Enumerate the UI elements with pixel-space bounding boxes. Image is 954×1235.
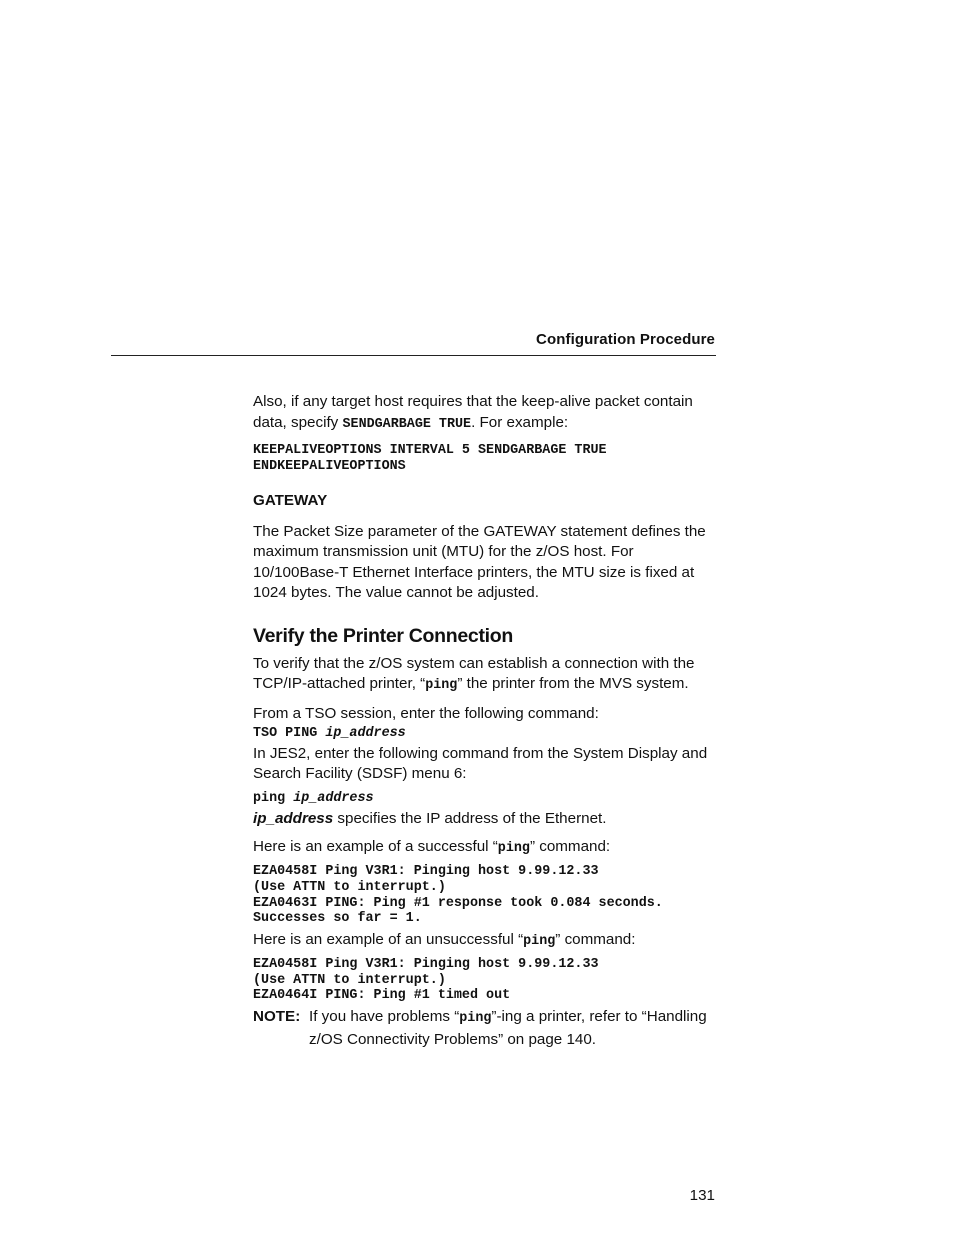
- fail-output-block: [253, 957, 721, 1004]
- code-line: EZA0463I PING: Ping #1 response took 0.084 seconds.: [253, 895, 663, 911]
- running-header-title: Configuration Procedure: [536, 331, 715, 348]
- code-line: ENDKEEPALIVEOPTIONS: [253, 458, 406, 474]
- success-text-1: Here is an example of a successful “: [253, 837, 498, 855]
- gateway-paragraph: The Packet Size parameter of the GATEWAY statement defines the maximum transmission unit (MTU) for the z/OS host. For 10/100Base-T Ethernet Interface printers, the MTU size is fixed at 1024 bytes. The value cannot be adjusted.: [253, 522, 706, 602]
- ping-command: [253, 791, 721, 807]
- intro-paragraph: [253, 392, 721, 435]
- page-number: 131: [689, 1187, 715, 1204]
- tso-cmd-text: TSO PING: [253, 726, 326, 742]
- gateway-heading: GATEWAY: [253, 492, 328, 510]
- param-description: [253, 809, 721, 830]
- code-line: KEEPALIVEOPTIONS INTERVAL 5 SENDGARBAGE TRUE: [253, 443, 607, 458]
- note-block: [253, 1007, 721, 1050]
- tso-instruction: From a TSO session, enter the following command:: [253, 704, 599, 722]
- header-rule: [111, 355, 716, 356]
- section-heading: Verify the Printer Connection: [253, 624, 514, 647]
- success-code: ping: [497, 840, 530, 856]
- fail-code: ping: [523, 933, 556, 949]
- verify-text-1: To verify that the z/OS system can establish a connection with the TCP/IP-attached printer, “: [253, 654, 695, 693]
- verify-paragraph: [253, 654, 721, 697]
- intro-text-2: . For example:: [471, 413, 569, 431]
- note-code: ping: [459, 1011, 492, 1027]
- ping-cmd-arg: ip_address: [293, 790, 374, 806]
- fail-text-2: ” command:: [555, 930, 636, 948]
- code-line: EZA0458I Ping V3R1: Pinging host 9.99.12.33: [253, 864, 599, 880]
- note-text: [309, 1007, 721, 1050]
- verify-text-2: ” the printer from the MVS system.: [457, 675, 689, 693]
- success-output-block: [253, 864, 721, 926]
- fail-text-1: Here is an example of an unsuccessful “: [253, 930, 524, 948]
- code-line: EZA0458I Ping V3R1: Pinging host 9.99.12.33: [253, 957, 599, 973]
- tso-cmd-arg: ip_address: [325, 726, 406, 742]
- param-name: ip_address: [253, 810, 334, 828]
- note-label: NOTE:: [253, 1008, 301, 1026]
- keepalive-code-block: [253, 443, 721, 474]
- intro-code: SENDGARBAGE TRUE: [342, 416, 472, 432]
- success-text-2: ” command:: [529, 837, 611, 855]
- note-text-1: If you have problems “: [309, 1008, 460, 1026]
- code-line: (Use ATTN to interrupt.): [253, 972, 446, 988]
- param-desc: specifies the IP address of the Ethernet.: [333, 810, 607, 828]
- success-intro: [253, 837, 721, 860]
- verify-code: ping: [425, 678, 458, 694]
- jes2-instruction: In JES2, enter the following command from the System Display and Search Facility (SDSF) menu 6:: [253, 744, 708, 783]
- page-content: [253, 392, 721, 1050]
- code-line: Successes so far = 1.: [253, 911, 422, 927]
- code-line: EZA0464I PING: Ping #1 timed out: [253, 988, 511, 1004]
- tso-command: [253, 726, 721, 742]
- ping-cmd-text: ping: [253, 790, 294, 806]
- note-text-2: ”-ing a printer, refer to “Handling z/OS Connectivity Problems” on page 140.: [309, 1008, 707, 1048]
- code-line: (Use ATTN to interrupt.): [253, 879, 446, 895]
- intro-text-1: Also, if any target host requires that the keep-alive packet contain data, specify: [253, 393, 693, 431]
- fail-intro: [253, 930, 721, 953]
